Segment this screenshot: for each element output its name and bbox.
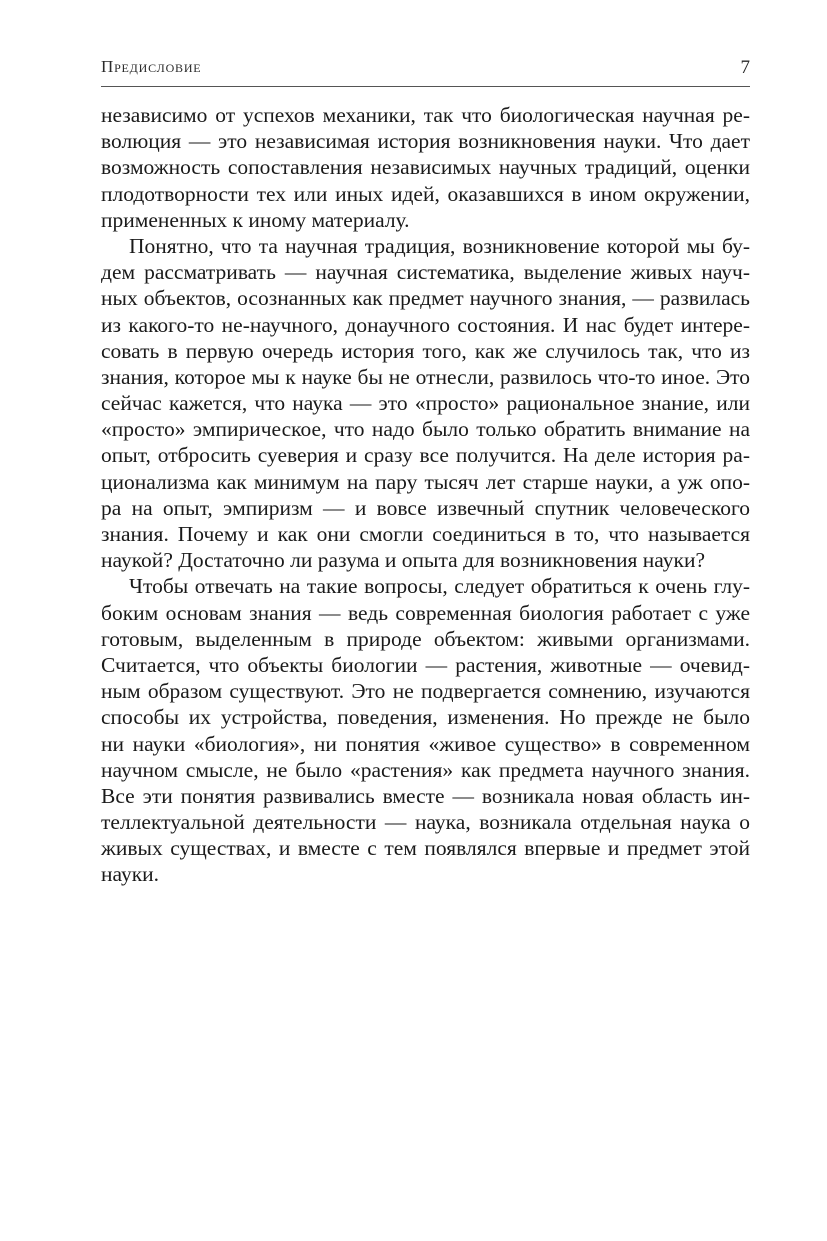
text-line: научном смысле, не было «растения» как предмета научного знания. [101,757,750,782]
text-line: ных объектов, осознанных как предмет научного знания, — развилась [101,286,750,311]
text-line: независимо от успехов механики, так что биологическая научная ре- [101,103,750,127]
text-line: дем рассматривать — научная систематика, выделение живых науч- [101,260,750,285]
paragraph [101,233,750,573]
text-line: совать в первую очередь история того, как же случилось так, что из [101,338,750,363]
text-line: способы их устройства, поведения, изменения. Но прежде не было [101,705,750,730]
text-line: возможность сопоставления независимых научных традиций, оценки [101,155,750,180]
text-line: примененных к иному материалу. [101,207,410,232]
text-line: Понятно, что та научная традиция, возникновение которой мы бу- [129,233,750,258]
running-head: Предисловие [101,57,202,76]
text-line: живых существах, и вместе с тем появлялся впервые и предмет этой [101,836,750,861]
text-line: сейчас кажется, что наука — это «просто» рациональное знание, или [101,391,750,416]
text-line: ным образом существуют. Это не подвергается сомнению, изучаются [101,679,750,704]
text-line: из какого-то не-научного, донаучного состояния. И нас будет интере- [101,312,750,337]
text-line: теллектуальной деятельности — наука, возникала отдельная наука о [101,810,750,835]
text-line: плодотворности тех или иных идей, оказавшихся в ином окружении, [101,181,750,206]
page-header [101,52,750,87]
page-number: 7 [740,57,750,78]
text-line: знания. Почему и как они смогли соединиться в то, что называется [101,522,750,546]
text-line: «просто» эмпирическое, что надо было только обратить внимание на [101,417,750,442]
text-line: наукой? Достаточно ли разума и опыта для возникновения науки? [101,548,706,573]
text-line: ционализма как минимум на пару тысяч лет старше науки, а уж опо- [101,469,750,494]
text-line: боким основам знания — ведь современная биология работает с уже [101,600,750,625]
text-line: науки. [101,862,160,887]
text-line: ни науки «биология», ни понятия «живое существо» в современном [101,731,750,756]
text-line: ра на опыт, эмпиризм — и вовсе извечный спутник человеческого [101,495,750,520]
paragraph [101,573,750,887]
text-line: Чтобы отвечать на такие вопросы, следует обратиться к очень глу- [129,574,750,599]
text-line: знания, которое мы к науке бы не отнесли, развилось что-то иное. Это [101,364,750,389]
text-line: Все эти понятия развивались вместе — возникала новая область ин- [101,783,750,808]
text-line: волюция — это независимая история возникновения науки. Что дает [101,129,750,154]
text-body [101,102,750,888]
paragraph [101,102,750,233]
text-line: готовым, выделенным в природе объектом: живыми организмами. [101,626,750,651]
text-line: Считается, что объекты биологии — растения, животные — очевид- [101,652,750,677]
text-line: опыт, отбросить суеверия и сразу все получится. На деле история ра- [101,443,750,468]
